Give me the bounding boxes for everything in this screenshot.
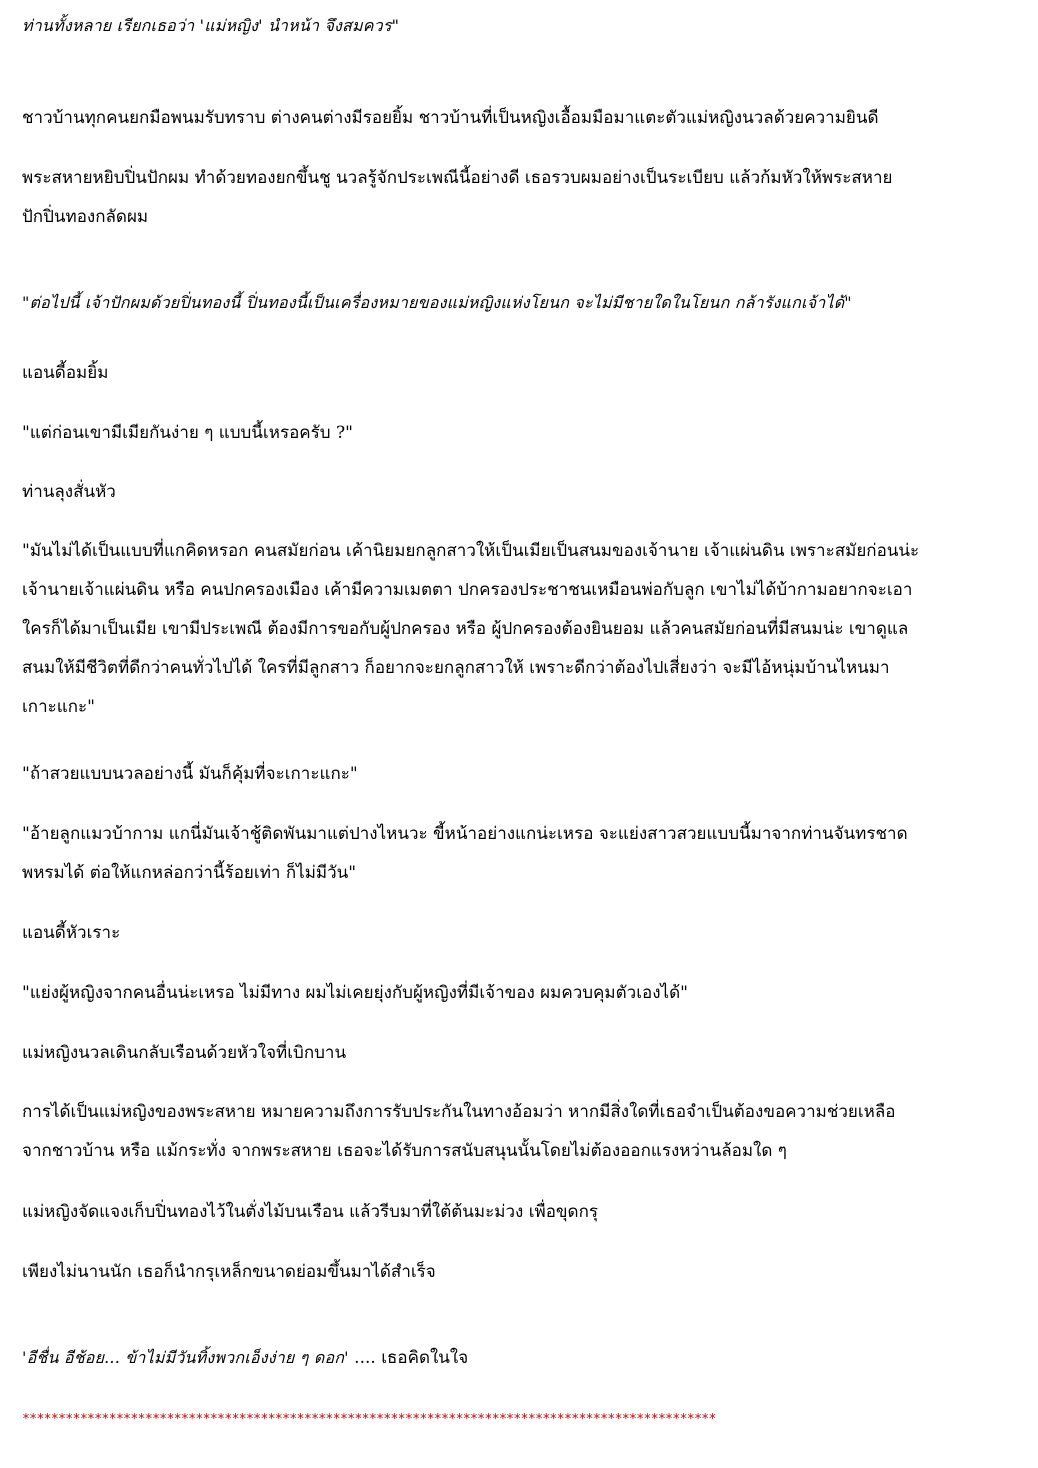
paragraph-13: แม่หญิงนวลเดินกลับเรือนด้วยหัวใจที่เบิกบาน <box>22 1043 347 1063</box>
paragraph-11: แอนดี้หัวเราะ <box>22 923 121 943</box>
paragraph-6: "แต่ก่อนเขามีเมียกันง่าย ๆ แบบนี้เหรอครับ ?" <box>22 423 353 443</box>
paragraph-8-line-1: "มันไม่ได้เป็นแบบที่แกคิดหรอก คนสมัยก่อน เค้านิยมยกลูกสาวให้เป็นเมียเป็นสนมของเจ้านาย เจ้าแผ่นดิน เพราะสมัยก่อนน่ะ <box>22 541 920 561</box>
paragraph-10-line-2: พหรมได้ ต่อให้แกหล่อกว่านี้ร้อยเท่า ก็ไม่มีวัน" <box>22 863 357 883</box>
paragraph-16: เพียงไม่นานนัก เธอก็นำกรุเหล็กขนาดย่อมขึ้นมาได้สำเร็จ <box>22 1262 436 1282</box>
paragraph-8-line-5: เกาะแกะ" <box>22 697 95 717</box>
paragraph-14-line-1: การได้เป็นแม่หญิงของพระสหาย หมายความถึงการรับประกันในทางอ้อมว่า หากมีสิ่งใดที่เธอจำเป็นต้องขอความช่วยเหลือ <box>22 1102 896 1122</box>
paragraph-17 <box>22 1338 1012 1378</box>
paragraph-9: "ถ้าสวยแบบนวลอย่างนี้ มันก็คุ้มที่จะเกาะแกะ" <box>22 764 358 784</box>
paragraph-12: "แย่งผู้หญิงจากคนอื่นน่ะเหรอ ไม่มีทาง ผมไม่เคยยุ่งกับผู้หญิงที่มีเจ้าของ ผมควบคุมตัวเองได้" <box>22 983 688 1003</box>
paragraph-2: ชาวบ้านทุกคนยกมือพนมรับทราบ ต่างคนต่างมีรอยยิ้ม ชาวบ้านที่เป็นหญิงเอื้อมมือมาแตะตัวแม่หญิงนวลด้วยความยินดี <box>22 108 879 128</box>
paragraph-15: แม่หญิงจัดแจงเก็บปิ่นทองไว้ในตั่งไม้บนเรือน แล้วรีบมาที่ใต้ต้นมะม่วง เพื่อขุดกรุ <box>22 1202 599 1222</box>
paragraph-8-line-3: ใครก็ได้มาเป็นเมีย เขามีประเพณี ต้องมีการขอกับผู้ปกครอง หรือ ผู้ปกครองต้องยินยอม แล้วคนสมัยก่อนที่มีสนมน่ะ เขาดูแล <box>22 619 909 639</box>
paragraph-3-line-2: ปักปิ่นทองกลัดผม <box>22 207 149 227</box>
paragraph-14 <box>22 1093 1012 1171</box>
paragraph-17-italic: 'อีชื่น อีช้อย... ข้าไม่มีวันทิ้งพวกเอ็งง่าย ๆ ดอก' <box>22 1348 349 1367</box>
paragraph-17-plain: .... เธอคิดในใจ <box>348 1348 469 1368</box>
paragraph-7: ท่านลุงสั่นหัว <box>22 482 116 502</box>
paragraph-3-line-1: พระสหายหยิบปิ่นปักผม ทำด้วยทองยกขึ้นชู นวลรู้จักประเพณีนี้อย่างดี เธอรวบผมอย่างเป็นระเบียบ แล้วก้มหัวให้พระสหาย <box>22 168 893 188</box>
paragraph-3 <box>22 159 1012 237</box>
paragraph-5: แอนดี้อมยิ้ม <box>22 363 109 383</box>
paragraph-4: "ต่อไปนี้ เจ้าปักผมด้วยปิ่นทองนี้ ปิ่นทองนี้เป็นเครื่องหมายของแม่หญิงแห่งโยนก จะไม่มีชายใดในโยนก กล้ารังแกเจ้าได้" <box>22 293 852 312</box>
paragraph-10 <box>22 815 1012 893</box>
paragraph-8 <box>22 532 1012 727</box>
separator-line: ************************************************************************************************ <box>22 1412 716 1427</box>
paragraph-1: ท่านทั้งหลาย เรียกเธอว่า 'แม่หญิง' นำหน้า จึงสมควร" <box>22 16 400 35</box>
paragraph-8-line-2: เจ้านายเจ้าแผ่นดิน หรือ คนปกครองเมือง เค้ามีความเมตตา ปกครองประชาชนเหมือนพ่อกับลูก เขาไม่ได้บ้ากามอยากจะเอา <box>22 580 913 600</box>
paragraph-14-line-2: จากชาวบ้าน หรือ แม้กระทั่ง จากพระสหาย เธอจะได้รับการสนับสนุนนั้นโดยไม่ต้องออกแรงหว่านล้อมใด ๆ <box>22 1141 787 1161</box>
paragraph-10-line-1: "อ้ายลูกแมวบ้ากาม แกนี่มันเจ้าชู้ติดพันมาแต่ปางไหนวะ ขี้หน้าอย่างแกน่ะเหรอ จะแย่งสาวสวยแบบนี้มาจากท่านจันทรชาด <box>22 824 908 844</box>
paragraph-8-line-4: สนมให้มีชีวิตที่ดีกว่าคนทั่วไปได้ ใครที่มีลูกสาว ก็อยากจะยกลูกสาวให้ เพราะดีกว่าต้องไปเสี่ยงว่า จะมีไอ้หนุ่มบ้านไหนมา <box>22 658 890 678</box>
